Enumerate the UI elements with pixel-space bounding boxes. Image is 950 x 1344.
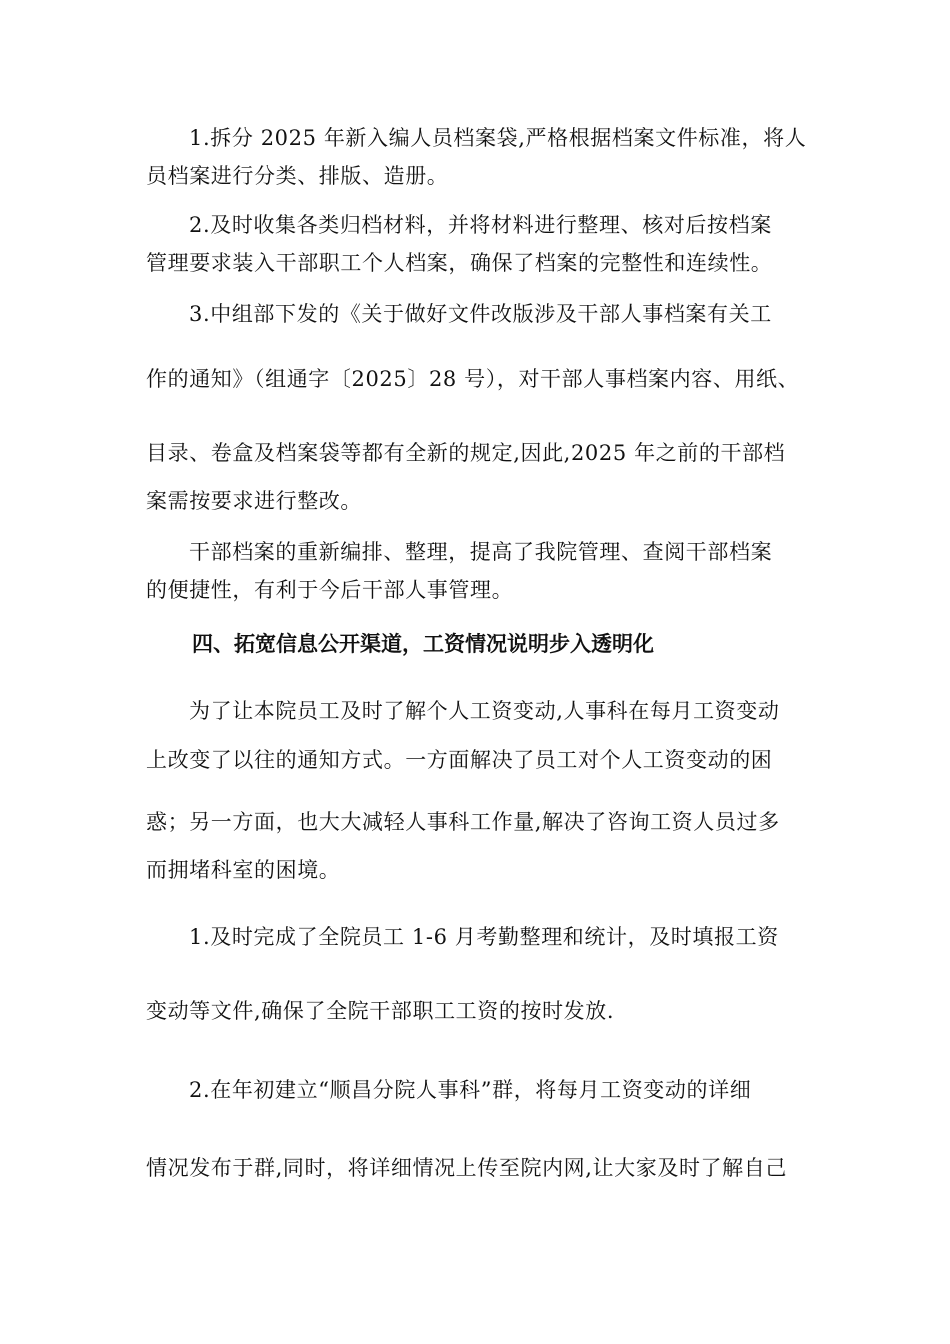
paragraph-line: 1.拆分 2025 年新入编人员档案袋,严格根据档案文件标准，将人 bbox=[189, 126, 807, 150]
paragraph-line: 变动等文件,确保了全院干部职工工资的按时发放. bbox=[146, 999, 615, 1023]
paragraph-line: 管理要求装入干部职工个人档案，确保了档案的完整性和连续性。 bbox=[146, 251, 773, 275]
paragraph-line: 而拥堵科室的困境。 bbox=[146, 858, 341, 882]
paragraph-line: 惑；另一方面，也大大减轻人事科工作量,解决了咨询工资人员过多 bbox=[146, 810, 780, 834]
paragraph-line: 为了让本院员工及时了解个人工资变动,人事科在每月工资变动 bbox=[189, 699, 780, 723]
paragraph-line: 目录、卷盒及档案袋等都有全新的规定,因此,2025 年之前的干部档 bbox=[146, 441, 786, 465]
section-heading: 四、拓宽信息公开渠道，工资情况说明步入透明化 bbox=[192, 632, 654, 656]
paragraph-line: 情况发布于群,同时，将详细情况上传至院内网,让大家及时了解自己 bbox=[146, 1156, 787, 1180]
paragraph-line: 员档案进行分类、排版、造册。 bbox=[146, 164, 449, 188]
paragraph-line: 的便捷性，有利于今后干部人事管理。 bbox=[146, 578, 514, 602]
paragraph-line: 作的通知》（组通字〔2025〕28 号），对干部人事档案内容、用纸、 bbox=[146, 367, 800, 391]
paragraph-line: 2.及时收集各类归档材料，并将材料进行整理、核对后按档案 bbox=[189, 213, 772, 237]
paragraph-line: 上改变了以往的通知方式。一方面解决了员工对个人工资变动的困 bbox=[146, 748, 773, 772]
paragraph-line: 2.在年初建立“顺昌分院人事科”群，将每月工资变动的详细 bbox=[189, 1078, 752, 1102]
paragraph-line: 干部档案的重新编排、整理，提高了我院管理、查阅干部档案 bbox=[189, 540, 773, 564]
paragraph-line: 3.中组部下发的《关于做好文件改版涉及干部人事档案有关工 bbox=[189, 302, 772, 326]
paragraph-line: 1.及时完成了全院员工 1-6 月考勤整理和统计，及时填报工资 bbox=[189, 925, 779, 949]
paragraph-line: 案需按要求进行整改。 bbox=[146, 489, 362, 513]
